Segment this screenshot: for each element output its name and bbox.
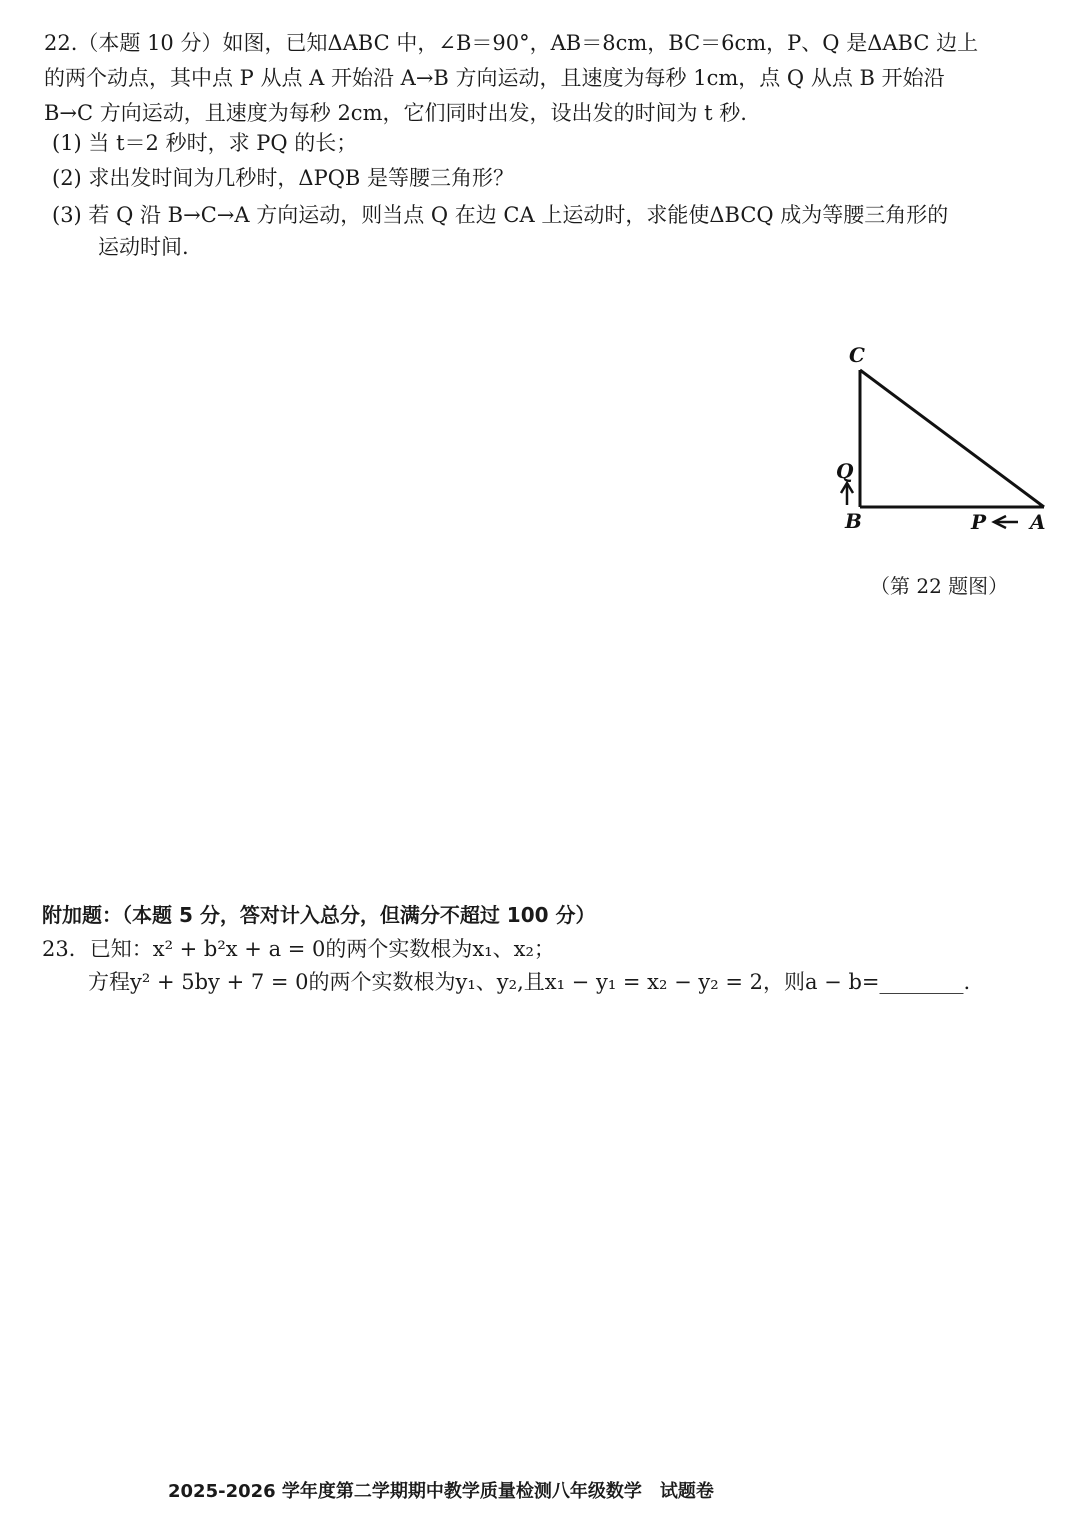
q23-line-2: 方程y² + 5by + 7 = 0的两个实数根为y₁、y₂,且x₁ − y₁ = x₂ − y₂ = 2，则a − b=________. <box>88 970 971 994</box>
q22-subquestion-2: (2) 求出发时间为几秒时，ΔPQB 是等腰三角形？ <box>52 166 515 190</box>
bonus-title: 附加题：（本题 5 分，答对计入总分，但满分不超过 100 分） <box>42 903 596 927</box>
q22-stem-line-2: 的两个动点，其中点 P 从点 A 开始沿 A→B 方向运动，且速度为每秒 1cm，点 Q 从点 B 开始沿 <box>44 66 945 90</box>
vertex-c-label: C <box>849 343 865 367</box>
point-q-label: Q <box>836 459 854 483</box>
q23-line-1: 23．已知：x² + b²x + a = 0的两个实数根为x₁、x₂； <box>42 937 555 961</box>
figure-caption: （第 22 题图） <box>870 574 1009 598</box>
page-footer: 2025-2026 学年度第二学期期中教学质量检测八年级数学 试题卷 <box>168 1481 714 1502</box>
point-p-label: P <box>971 510 987 534</box>
q22-subquestion-3-line-1: (3) 若 Q 沿 B→C→A 方向运动，则当点 Q 在边 CA 上运动时，求能使ΔBCQ 成为等腰三角形的 <box>52 203 949 227</box>
vertex-b-label: B <box>845 509 862 533</box>
q22-stem-line-3: B→C 方向运动，且速度为每秒 2cm，它们同时出发，设出发的时间为 t 秒. <box>44 101 747 125</box>
vertex-a-label: A <box>1030 510 1046 534</box>
q22-stem-line-1: 22.（本题 10 分）如图，已知ΔABC 中，∠B＝90°，AB＝8cm，BC＝6cm，P、Q 是ΔABC 边上 <box>44 31 979 55</box>
q22-subquestion-3-line-2: 运动时间. <box>98 235 189 259</box>
q22-subquestion-1: (1) 当 t＝2 秒时，求 PQ 的长； <box>52 131 358 155</box>
side-ca <box>860 370 1044 507</box>
triangle-figure <box>820 335 1060 540</box>
